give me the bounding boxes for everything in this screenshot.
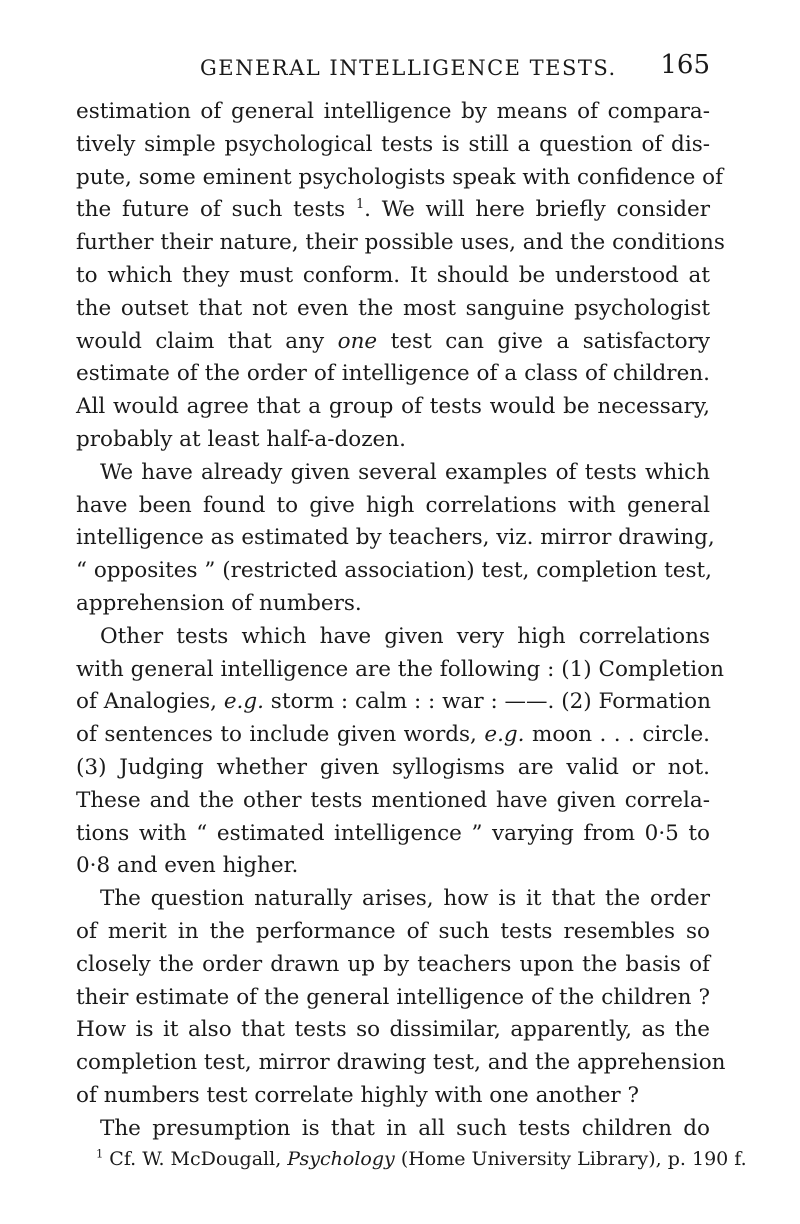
text-line: with general intelligence are the following : (1) Completion bbox=[76, 656, 724, 682]
text-line: the future of such tests $^1$. We will here briefly consider bbox=[76, 197, 710, 223]
text-line: have been found to give high correlations with general bbox=[76, 492, 710, 518]
text-line: tions with “ estimated intelligence ” varying from 0·5 to bbox=[76, 820, 710, 846]
running-head bbox=[200, 50, 710, 90]
footnote-marker: 1 bbox=[355, 197, 365, 213]
text-line: The presumption is that in all such tests children do bbox=[100, 1115, 710, 1141]
text-line: of sentences to include given words, e.g. moon . . . circle. bbox=[76, 722, 710, 748]
paragraph-5 bbox=[76, 1113, 710, 1146]
text-line: probably at least half-a-dozen. bbox=[76, 426, 406, 452]
running-title: GENERAL INTELLIGENCE TESTS. bbox=[200, 56, 617, 80]
text-line: These and the other tests mentioned have given correla- bbox=[76, 787, 710, 813]
text-line: tively simple psychological tests is still a question of dis- bbox=[76, 131, 710, 157]
paragraph-1 bbox=[76, 96, 725, 457]
emphasis: e.g. bbox=[484, 722, 525, 748]
text-line: The question naturally arises, how is it that the order bbox=[100, 886, 710, 912]
text-line: pute, some eminent psychologists speak with confidence of bbox=[76, 164, 724, 190]
text-line: estimation of general intelligence by means of compara- bbox=[76, 99, 710, 124]
text-line: estimate of the order of intelligence of a class of children. bbox=[76, 361, 710, 387]
text-line: to which they must conform. It should be understood at bbox=[76, 262, 710, 288]
text-line: Other tests which have given very high correlations bbox=[100, 623, 710, 649]
emphasis: e.g. bbox=[223, 689, 264, 715]
text-line: All would agree that a group of tests would be necessary, bbox=[76, 394, 710, 420]
text-line: apprehension of numbers. bbox=[76, 590, 362, 616]
text-line: of numbers test correlate highly with one another ? bbox=[76, 1082, 640, 1108]
text-line: would claim that any one test can give a satisfactory bbox=[76, 328, 711, 354]
text-line: We have already given several examples of tests which bbox=[100, 459, 710, 485]
text-line: intelligence as estimated by teachers, viz. mirror drawing, bbox=[76, 525, 715, 551]
text-line: further their nature, their possible uses, and the conditions bbox=[76, 230, 725, 256]
footnote: $^1$ Cf. W. McDougall, Psychology (Home University Library), p. 190 f. bbox=[96, 1146, 747, 1170]
text-line: 0·8 and even higher. bbox=[76, 853, 299, 879]
paragraph-3 bbox=[76, 621, 724, 883]
text-line: their estimate of the general intelligence of the children ? bbox=[76, 984, 710, 1010]
text-line: of merit in the performance of such tests resembles so bbox=[76, 918, 710, 944]
footnote-title: Psychology bbox=[287, 1148, 395, 1170]
body-text bbox=[76, 96, 726, 1146]
text-line: (3) Judging whether given syllogisms are valid or not. bbox=[76, 754, 710, 780]
footnote-marker: 1 bbox=[96, 1146, 104, 1161]
paragraph-2 bbox=[76, 457, 715, 621]
text-line: of Analogies, e.g. storm : calm : : war : ——. (2) Formation bbox=[76, 689, 711, 715]
text-line: completion test, mirror drawing test, and the apprehension bbox=[76, 1050, 726, 1076]
text-line: the outset that not even the most sanguine psychologist bbox=[76, 295, 710, 321]
text-line: “ opposites ” (restricted association) test, completion test, bbox=[76, 558, 712, 584]
text-line: closely the order drawn up by teachers upon the basis of bbox=[76, 951, 710, 977]
page-number: 165 bbox=[660, 50, 710, 80]
text-line: How is it also that tests so dissimilar, apparently, as the bbox=[76, 1017, 710, 1043]
emphasis: one bbox=[337, 328, 378, 354]
paragraph-4 bbox=[76, 883, 726, 1113]
